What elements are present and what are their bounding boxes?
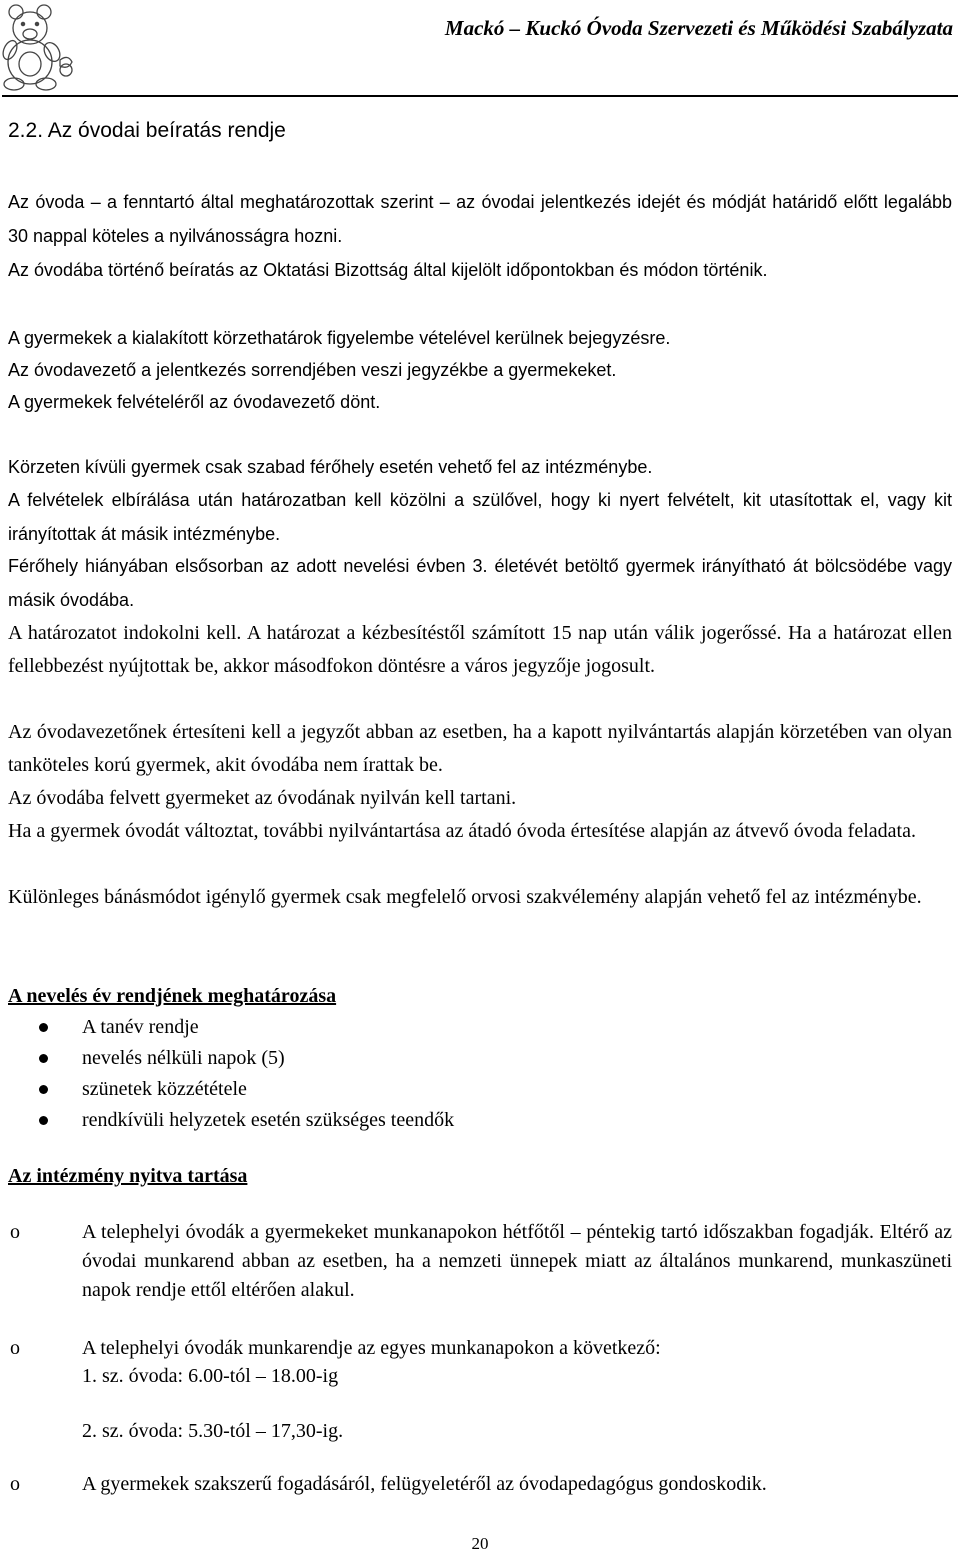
list-item: o A telephelyi óvodák a gyermekeket munkanapokon hétfőtől – péntekig tartó időszakban fogadják. Eltérő az óvodai munkarend abban az esetben, ha a nemzeti ünnepek miatt az általános munkarend, munkaszüneti napok rendje ettől eltérően alakul. — [8, 1218, 952, 1305]
school-year-heading: A nevelés év rendjének meghatározása — [8, 985, 337, 1007]
header-divider — [2, 95, 958, 97]
list-item: nevelés nélküli napok (5) — [36, 1043, 454, 1074]
paragraph-6: Körzeten kívüli gyermek csak szabad férőhely esetén vehető fel az intézménybe. — [8, 457, 653, 477]
opening-list-item-1 — [8, 1218, 952, 1305]
list-item: szünetek közzététele — [36, 1074, 454, 1105]
bullet-icon — [39, 1085, 48, 1094]
paragraph-13: Különleges bánásmódot igénylő gyermek csak megfelelő orvosi szakvélemény alapján vehető fel az intézménybe. — [8, 886, 922, 908]
document-header-title: Mackó – Kuckó Óvoda Szervezeti és Működési Szabályzata — [444, 16, 953, 40]
bullet-icon — [39, 1023, 48, 1032]
list-marker: o — [10, 1221, 20, 1243]
opening-heading: Az intézmény nyitva tartása — [8, 1165, 248, 1187]
paragraph-7: A felvételek elbírálása után határozatban kell közölni a szülővel, hogy ki nyert felvételt, kit utasítottak el, vagy kit irányítottak át másik intézménybe. — [8, 490, 952, 544]
page-number: 20 — [471, 1534, 489, 1553]
school-year-list — [36, 1012, 454, 1136]
paragraph-2: Az óvodába történő beíratás az Oktatási Bizottság által kijelölt időpontokban és módon történik. — [8, 260, 768, 280]
paragraph-3: A gyermekek a kialakított körzethatárok figyelembe vételével kerülnek bejegyzésre. — [8, 328, 671, 348]
bullet-icon — [39, 1054, 48, 1063]
kindergarten-2-hours: 2. sz. óvoda: 5.30-tól – 17,30-ig. — [82, 1420, 344, 1442]
list-marker: o — [10, 1337, 20, 1359]
list-item: o A telephelyi óvodák munkarendje az egyes munkanapokon a következő: — [8, 1334, 952, 1363]
list-marker: o — [10, 1473, 20, 1495]
paragraph-12: Ha a gyermek óvodát változtat, további nyilvántartása az átadó óvoda értesítése alapján az átvevő óvoda feladata. — [8, 820, 916, 842]
bullet-icon — [39, 1116, 48, 1125]
paragraph-1: Az óvoda – a fenntartó által meghatározottak szerint – az óvodai jelentkezés idejét és módját határidő előtt legalább 30 nappal köteles a nyilvánosságra hozni. — [8, 192, 952, 246]
paragraph-5: A gyermekek felvételéről az óvodavezető dönt. — [8, 392, 381, 412]
paragraph-10: Az óvodavezetőnek értesíteni kell a jegyzőt abban az esetben, ha a kapott nyilvántartás alapján körzetében van olyan tanköteles korú gyermek, akit óvodába nem írattak be. — [8, 721, 952, 776]
section-heading: 2.2. Az óvodai beíratás rendje — [8, 119, 286, 142]
paragraph-9: A határozatot indokolni kell. A határozat a kézbesítéstől számított 15 nap után válik jogerőssé. Ha a határozat ellen fellebbezést nyújtottak be, akkor másodfokon döntésre a város jegyzője jogosult. — [8, 622, 952, 677]
kindergarten-1-hours: 1. sz. óvoda: 6.00-tól – 18.00-ig — [82, 1365, 339, 1387]
opening-list-item-2 — [8, 1334, 952, 1363]
opening-list-item-3 — [8, 1470, 952, 1499]
list-item: o A gyermekek szakszerű fogadásáról, felügyeletéről az óvodapedagógus gondoskodik. — [8, 1470, 952, 1499]
teddy-bear-icon — [0, 0, 80, 92]
paragraph-8: Férőhely hiányában elsősorban az adott nevelési évben 3. életévét betöltő gyermek irányítható át bölcsödébe vagy másik óvodába. — [8, 556, 952, 610]
list-item: A tanév rendje — [36, 1012, 454, 1043]
paragraph-4: Az óvodavezető a jelentkezés sorrendjében veszi jegyzékbe a gyermekeket. — [8, 360, 617, 380]
paragraph-11: Az óvodába felvett gyermeket az óvodának nyilván kell tartani. — [8, 787, 517, 809]
list-item: rendkívüli helyzetek esetén szükséges teendők — [36, 1105, 454, 1136]
